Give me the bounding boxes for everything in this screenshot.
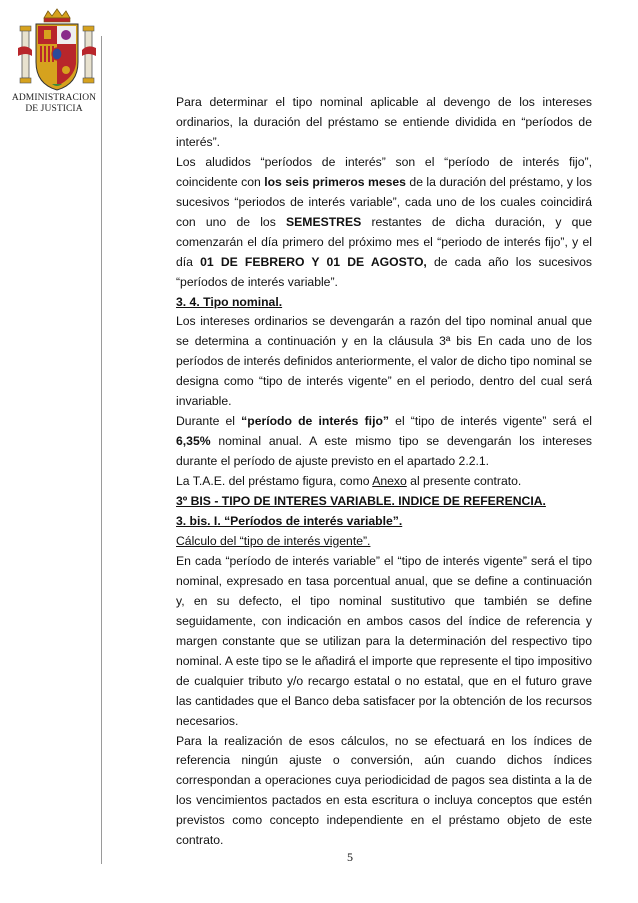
document-body — [176, 93, 592, 851]
institution-label — [6, 93, 102, 115]
annex-reference: Anexo — [372, 474, 407, 489]
section-heading-nominal: 3. 4. Tipo nominal. — [176, 294, 283, 309]
page-number: 5 — [347, 850, 353, 864]
institution-label-line1: ADMINISTRACION — [11, 93, 97, 103]
paragraph-fixed-period: Durante el “período de interés fijo” el “tipo de interés vigente” será el 6,35% nominal anual. A este mismo tipo se devengarán los intereses durante el período de ajuste previsto en el apartado 2.2.1. — [176, 414, 593, 469]
bold-rate: 6,35% — [176, 434, 211, 449]
institution-label-line2: DE JUSTICIA — [25, 104, 83, 114]
paragraph-tae: La T.A.E. del préstamo figura, como Anexo al presente contrato. — [176, 474, 522, 489]
paragraph-variable-rate: En cada “período de interés variable” el “tipo de interés vigente” será el tipo nominal, expresado en tasa porcentual anual, que se define a continuación y, en su defecto, el tipo nominal sustitutivo que también se define seguidamente, con indicación en ambos casos del índice de referencia y margen constante que se utilizan para la determinación del respectivo tipo nominal. A este tipo se le añadirá el importe que represente el tipo impositivo de cualquier tributo y/o recargo estatal o no estatal, que en el futuro grave las cantidades que el Banco deba satisfacer por la obtención de los recursos necesarios. — [176, 553, 592, 728]
bold-fixed-period: “período de interés fijo” — [241, 414, 389, 429]
bold-semesters: SEMESTRES — [286, 214, 362, 229]
margin-rule — [101, 36, 102, 864]
subsection-heading-periods: 3. bis. I. “Períodos de interés variable”. — [176, 514, 403, 529]
bold-dates: 01 DE FEBRERO Y 01 DE AGOSTO, — [200, 254, 427, 269]
paragraph-periods: Los aludidos “períodos de interés” son el “período de interés fijo”, coincidente con los seis primeros meses de la duración del préstamo, y los sucesivos “periodos de interés variable”, cada uno de los cuales coincidirá con uno de los SEMESTRES restantes de dicha duración, y que comenzarán el día primero del próximo mes el “periodo de interés fijo”, y el día 01 DE FEBRERO Y 01 DE AGOSTO, de cada año los sucesivos “períodos de interés variable”. — [176, 154, 592, 289]
bold-six-months: los seis primeros meses — [264, 174, 406, 189]
paragraph-ordinary-interest: Los intereses ordinarios se devengarán a razón del tipo nominal anual que se determina a continuación y en la cláusula 3ª bis En cada uno de los períodos de interés definidos anteriormente, el valor de dicho tipo nominal se designa como “tipo de interés vigente” en el periodo, dentro del cual será invariable. — [176, 314, 592, 409]
coat-of-arms-crest — [16, 8, 98, 94]
paragraph-intro: Para determinar el tipo nominal aplicable al devengo de los intereses ordinarios, la duración del préstamo se entiende dividida en “períodos de interés”. — [176, 95, 592, 149]
subsection-heading-calculation: Cálculo del “tipo de interés vigente”. — [176, 533, 371, 548]
section-heading-variable: 3º BIS - TIPO DE INTERES VARIABLE. INDICE DE REFERENCIA. — [176, 494, 546, 509]
paragraph-calculations: Para la realización de esos cálculos, no se efectuará en los índices de referencia ningún ajuste o conversión, aún cuando dichos índices correspondan a operaciones cuya periodicidad de pagos sea distinta a la de los vencimientos pactados en esta escritura o incluya conceptos que estén previstos como concepto independiente en el préstamo objeto de este contrato. — [176, 733, 592, 848]
